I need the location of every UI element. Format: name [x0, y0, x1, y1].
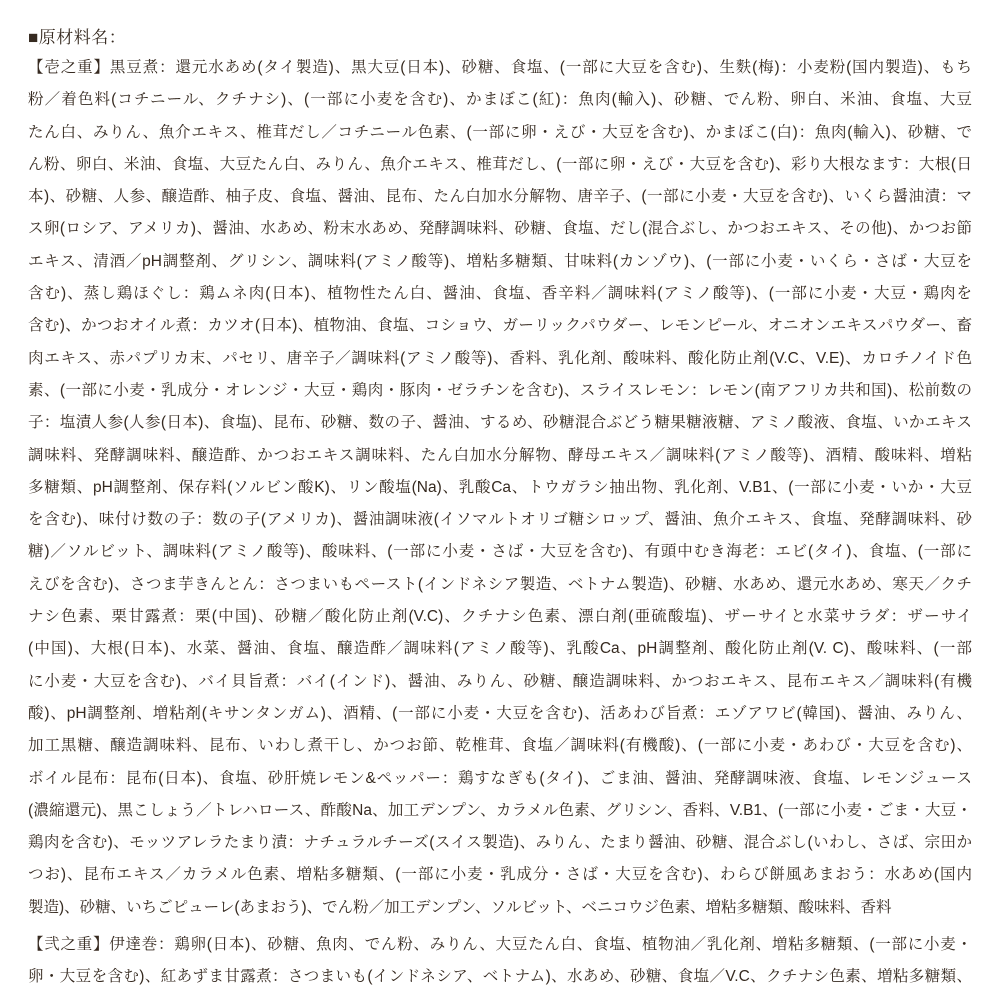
text-line: (中国)、大根(日本)、水菜、醤油、食塩、醸造酢／調味料(アミノ酸等)、乳酸Ca、pH調整剤、酸化防止剤(V. C)、酸味料、(一部	[28, 640, 972, 658]
text-line: ボイル昆布：昆布(日本)、食塩、砂肝焼レモン&ペッパー：鶏すなぎも(タイ)、ごま油、醤油、発酵調味液、食塩、レモンジュース	[28, 769, 972, 787]
text-line: 製造)、砂糖、いちごピューレ(あまおう)、でん粉／加工デンプン、ソルビット、ベニコウジ色素、増粘多糖類、酸味料、香料	[28, 898, 892, 916]
ingredient-document	[28, 24, 972, 994]
text-line: 鶏肉を含む)、モッツアレラたまり漬：ナチュラルチーズ(スイス製造)、みりん、たまり醤油、砂糖、混合ぶし(いわし、さば、宗田か	[28, 834, 972, 852]
text-line: 調味料、発酵調味料、醸造酢、かつおエキス調味料、たん白加水分解物、酵母エキス／調味料(アミノ酸等)、酒精、酸味料、増粘	[28, 446, 972, 464]
ingredients-heading: ■原材料名：	[28, 28, 127, 47]
text-line: 【壱之重】黒豆煮：還元水あめ(タイ製造)、黒大豆(日本)、砂糖、食塩、(一部に大豆を含む)、生麩(梅)：小麦粉(国内製造)、もち	[28, 59, 972, 76]
text-line: 含む)、蒸し鶏ほぐし：鶏ムネ肉(日本)、植物性たん白、醤油、食塩、香辛料／調味料(アミノ酸等)、(一部に小麦・大豆・鶏肉を	[28, 285, 972, 303]
text-line: (濃縮還元)、黒こしょう／トレハロース、酢酸Na、加工デンプン、カラメル色素、グリシン、香料、V.B1、(一部に小麦・ごま・大豆・	[28, 801, 972, 819]
text-line: 本)、砂糖、人参、醸造酢、柚子皮、食塩、醤油、昆布、たん白加水分解物、唐辛子、(一部に小麦・大豆を含む)、いくら醤油漬：マ	[28, 188, 972, 206]
paragraphs	[28, 52, 972, 994]
text-line: 糖)／ソルビット、調味料(アミノ酸等)、酸味料、(一部に小麦・さば・大豆を含む)、有頭中むき海老：エビ(タイ)、食塩、(一部に	[28, 543, 972, 561]
text-line: えびを含む)、さつま芋きんとん：さつまいもペースト(インドネシア製造、ベトナム製造)、砂糖、水あめ、還元水あめ、寒天／クチ	[28, 575, 972, 593]
text-line: に小麦・大豆を含む)、バイ貝旨煮：バイ(インド)、醤油、みりん、砂糖、醸造調味料、かつおエキス、昆布エキス／調味料(有機	[28, 672, 972, 690]
text-line: エキス、清酒／pH調整剤、グリシン、調味料(アミノ酸等)、増粘多糖類、甘味料(カンゾウ)、(一部に小麦・いくら・さば・大豆を	[28, 252, 972, 270]
text-line: 素、(一部に小麦・乳成分・オレンジ・大豆・鶏肉・豚肉・ゼラチンを含む)、スライスレモン：レモン(南アフリカ共和国)、松前数の	[28, 381, 972, 399]
text-line: 酸)、pH調整剤、増粘剤(キサンタンガム)、酒精、(一部に小麦・大豆を含む)、活あわび旨煮：エゾアワビ(韓国)、醤油、みりん、	[28, 704, 972, 722]
text-line: 卵・大豆を含む)、紅あずま甘露煮：さつまいも(インドネシア、ベトナム)、水あめ、砂糖、食塩／V.C、クチナシ色素、増粘多糖類、	[28, 968, 972, 986]
ingredients-tier1-ichinoju	[28, 52, 972, 924]
text-line: 多糖類、pH調整剤、保存料(ソルビン酸K)、リン酸塩(Na)、乳酸Ca、トウガラシ抽出物、乳化剤、V.B1、(一部に小麦・いか・大豆	[28, 478, 972, 496]
text-line: 含む)、かつおオイル煮：カツオ(日本)、植物油、食塩、コショウ、ガーリックパウダー、レモンピール、オニオンエキスパウダー、畜	[28, 317, 972, 335]
text-line: 子：塩漬人参(人参(日本)、食塩)、昆布、砂糖、数の子、醤油、するめ、砂糖混合ぶどう糖果糖液糖、アミノ酸液、食塩、いかエキス	[28, 414, 972, 432]
text-line: つお)、昆布エキス／カラメル色素、増粘多糖類、(一部に小麦・乳成分・さば・大豆を含む)、わらび餅風あまおう：水あめ(国内	[28, 866, 972, 884]
text-line: ナシ色素、栗甘露煮：栗(中国)、砂糖／酸化防止剤(V.C)、クチナシ色素、漂白剤(亜硫酸塩)、ザーサイと水菜サラダ：ザーサイ	[28, 608, 972, 626]
text-line: ん粉、卵白、米油、食塩、大豆たん白、みりん、魚介エキス、椎茸だし、(一部に卵・えび・大豆を含む)、彩り大根なます：大根(日	[28, 155, 972, 173]
text-line: 粉／着色料(コチニール、クチナシ)、(一部に小麦を含む)、かまぼこ(紅)：魚肉(輸入)、砂糖、でん粉、卵白、米油、食塩、大豆	[28, 91, 972, 109]
text-line: 【弐之重】伊達巻：鶏卵(日本)、砂糖、魚肉、でん粉、みりん、大豆たん白、食塩、植物油／乳化剤、増粘多糖類、(一部に小麦・	[28, 936, 972, 954]
text-line: たん白、みりん、魚介エキス、椎茸だし／コチニール色素、(一部に卵・えび・大豆を含む)、かまぼこ(白)：魚肉(輸入)、砂糖、で	[28, 123, 972, 141]
text-line: を含む)、味付け数の子：数の子(アメリカ)、醤油調味液(イソマルトオリゴ糖シロップ、醤油、魚介エキス、食塩、発酵調味料、砂	[28, 511, 972, 529]
ingredients-tier2-ninoju	[28, 929, 972, 994]
text-line: 加工黒糖、醸造調味料、昆布、いわし煮干し、かつお節、乾椎茸、食塩／調味料(有機酸)、(一部に小麦・あわび・大豆を含む)、	[28, 737, 972, 755]
text-line: ス卵(ロシア、アメリカ)、醤油、水あめ、粉末水あめ、発酵調味料、砂糖、食塩、だし(混合ぶし、かつおエキス、その他)、かつお節	[28, 220, 972, 238]
text-line: 肉エキス、赤パプリカ末、パセリ、唐辛子／調味料(アミノ酸等)、香料、乳化剤、酸味料、酸化防止剤(V.C、V.E)、カロチノイド色	[28, 349, 972, 367]
